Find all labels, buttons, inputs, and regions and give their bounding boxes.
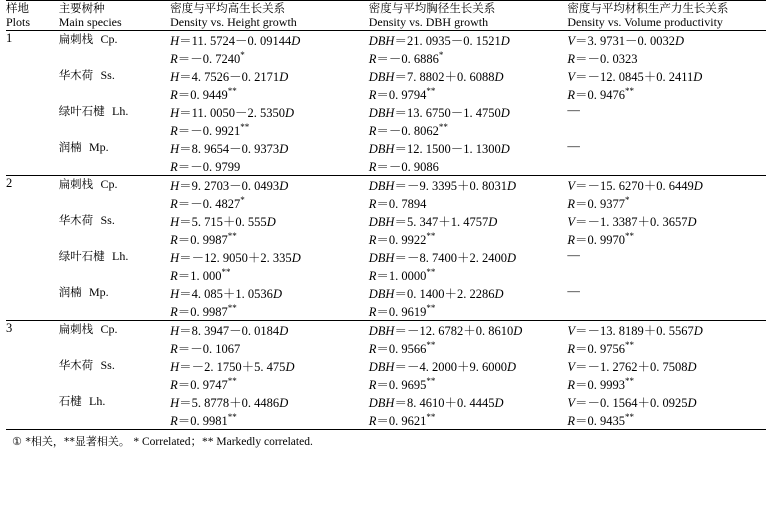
height-correlation: R＝－0. 1067 <box>170 342 241 357</box>
dbh-correlation: R＝0. 7894 <box>368 197 427 212</box>
footnote <box>6 430 766 450</box>
header-volume-en: Density vs. Volume productivity <box>567 15 723 30</box>
volume-equation: V＝－12. 0845＋0. 2411D <box>567 70 703 85</box>
volume-equation: — <box>567 103 580 118</box>
volume-equation: V＝－1. 2762＋0. 7508D <box>567 360 697 375</box>
volume-equation: V＝－0. 1564＋0. 0925D <box>567 396 697 411</box>
volume-correlation: R＝－0. 0323 <box>567 52 638 67</box>
species-name: 扁刺栈 Cp. <box>58 32 118 47</box>
footnote-en: * Correlated；** Markedly correlated. <box>133 436 313 449</box>
volume-correlation: R＝0. 9993** <box>567 376 635 393</box>
species-spacer <box>59 194 170 212</box>
species-spacer <box>59 302 170 321</box>
table-row <box>6 139 766 157</box>
table-row-correlation <box>6 375 766 393</box>
species-spacer <box>59 266 170 284</box>
dbh-equation: DBH＝－12. 6782＋0. 8610D <box>368 324 523 339</box>
height-correlation: R＝0. 9449** <box>170 86 237 103</box>
plot-number: 2 <box>6 176 13 191</box>
volume-equation: — <box>567 284 580 299</box>
volume-correlation <box>567 266 766 284</box>
table-row <box>6 321 766 340</box>
dbh-correlation: R＝0. 9922** <box>368 231 436 248</box>
volume-correlation <box>567 157 766 176</box>
header-dbh-en: Density vs. DBH growth <box>368 15 489 30</box>
height-correlation: R＝－0. 4827* <box>170 195 245 212</box>
species-spacer <box>59 230 170 248</box>
table-row <box>6 67 766 85</box>
dbh-correlation: R＝0. 9794** <box>368 86 436 103</box>
species-name: 华木荷 Ss. <box>58 213 115 228</box>
dbh-equation: DBH＝8. 4610＋0. 4445D <box>368 396 504 411</box>
header-species-en: Main species <box>58 15 122 30</box>
height-equation: H＝9. 2703－0. 0493D <box>170 179 289 194</box>
species-name: 华木荷 Ss. <box>58 358 115 373</box>
height-correlation: R＝－0. 7240* <box>170 50 245 67</box>
species-spacer <box>59 157 170 176</box>
height-correlation: R＝1. 000** <box>170 267 231 284</box>
height-equation: H＝4. 085＋1. 0536D <box>170 287 282 302</box>
height-equation: H＝11. 5724－0. 09144D <box>170 34 301 49</box>
dbh-correlation: R＝0. 9566** <box>368 340 436 357</box>
header-height-cn: 密度与平均高生长关系 <box>170 1 286 15</box>
table-row-correlation <box>6 266 766 284</box>
dbh-correlation: R＝－0. 9086 <box>368 160 439 175</box>
species-name: 润楠 Mp. <box>58 140 109 155</box>
species-name: 绿叶石楗 Lh. <box>58 104 129 119</box>
header-plots-cn: 样地 <box>6 1 29 15</box>
header-row-en <box>6 15 766 31</box>
dbh-correlation: R＝0. 9619** <box>368 303 436 320</box>
table-row <box>6 393 766 411</box>
dbh-equation: DBH＝5. 347＋1. 4757D <box>368 215 498 230</box>
height-equation: H＝5. 8778＋0. 4486D <box>170 396 289 411</box>
dbh-equation: DBH＝－8. 7400＋2. 2400D <box>368 251 516 266</box>
dbh-correlation: R＝0. 9621** <box>368 412 436 429</box>
species-spacer <box>59 375 170 393</box>
height-equation: H＝－12. 9050＋2. 335D <box>170 251 301 266</box>
table-row-correlation <box>6 302 766 321</box>
height-equation: H＝－2. 1750＋5. 475D <box>170 360 295 375</box>
volume-equation: V＝3. 9731－0. 0032D <box>567 34 685 49</box>
volume-equation: V＝－15. 6270＋0. 6449D <box>567 179 703 194</box>
dbh-correlation: R＝0. 9695** <box>368 376 436 393</box>
volume-correlation: R＝0. 9435** <box>567 412 635 429</box>
species-name: 扁刺栈 Cp. <box>58 322 118 337</box>
table-row-correlation <box>6 411 766 430</box>
table-row <box>6 103 766 121</box>
dbh-equation: DBH＝13. 6750－1. 4750D <box>368 106 510 121</box>
species-name: 绿叶石楗 Lh. <box>58 249 129 264</box>
volume-equation: — <box>567 139 580 154</box>
height-correlation: R＝0. 9747** <box>170 376 237 393</box>
height-correlation: R＝－0. 9921** <box>170 122 250 139</box>
footnote-cn: ① *相关，**显著相关。 <box>12 435 130 449</box>
header-dbh-cn: 密度与平均胸径生长关系 <box>368 1 496 15</box>
dbh-equation: DBH＝7. 8802＋0. 6088D <box>368 70 504 85</box>
header-volume-cn: 密度与平均材积生产力生长关系 <box>567 1 729 15</box>
table-row-correlation <box>6 85 766 103</box>
species-spacer <box>59 339 170 357</box>
species-name: 扁刺栈 Cp. <box>58 177 118 192</box>
volume-equation: — <box>567 248 580 263</box>
plot-number: 3 <box>6 321 13 336</box>
table-row <box>6 212 766 230</box>
species-spacer <box>59 85 170 103</box>
height-correlation: R＝－0. 9799 <box>170 160 241 175</box>
dbh-correlation: R＝1. 0000** <box>368 267 436 284</box>
dbh-equation: DBH＝－4. 2000＋9. 6000D <box>368 360 516 375</box>
table-row <box>6 357 766 375</box>
table-row <box>6 176 766 195</box>
species-name: 华木荷 Ss. <box>58 68 115 83</box>
dbh-equation: DBH＝－9. 3395＋0. 8031D <box>368 179 516 194</box>
dbh-correlation: R＝－0. 8062** <box>368 122 448 139</box>
species-name: 石楗 Lh. <box>58 394 106 409</box>
header-row-cn <box>6 1 766 16</box>
table-row-correlation <box>6 49 766 67</box>
height-correlation: R＝0. 9987** <box>170 303 237 320</box>
volume-correlation: R＝0. 9377* <box>567 195 630 212</box>
header-species-cn: 主要树种 <box>58 1 105 15</box>
height-equation: H＝4. 7526－0. 2171D <box>170 70 289 85</box>
volume-correlation: R＝0. 9756** <box>567 340 635 357</box>
height-equation: H＝5. 715＋0. 555D <box>170 215 276 230</box>
dbh-equation: DBH＝21. 0935－0. 1521D <box>368 34 510 49</box>
dbh-correlation: R＝－0. 6886* <box>368 50 444 67</box>
dbh-equation: DBH＝12. 1500－1. 1300D <box>368 142 510 157</box>
table-row-correlation <box>6 157 766 176</box>
header-height-en: Density vs. Height growth <box>170 15 297 30</box>
regression-table <box>6 0 766 430</box>
table-row-correlation <box>6 121 766 139</box>
volume-equation: V＝－1. 3387＋0. 3657D <box>567 215 697 230</box>
table-header <box>6 1 766 31</box>
plot-number: 1 <box>6 31 13 46</box>
height-correlation: R＝0. 9987** <box>170 231 237 248</box>
volume-equation: V＝－13. 8189＋0. 5567D <box>567 324 703 339</box>
table-row <box>6 248 766 266</box>
table-row <box>6 31 766 50</box>
dbh-equation: DBH＝0. 1400＋2. 2286D <box>368 287 504 302</box>
height-correlation: R＝0. 9981** <box>170 412 237 429</box>
volume-correlation: R＝0. 9970** <box>567 231 635 248</box>
height-equation: H＝8. 3947－0. 0184D <box>170 324 289 339</box>
table-row-correlation <box>6 194 766 212</box>
species-spacer <box>59 49 170 67</box>
table-row <box>6 284 766 302</box>
volume-correlation: R＝0. 9476** <box>567 86 635 103</box>
table-row-correlation <box>6 339 766 357</box>
height-equation: H＝11. 0050－2. 5350D <box>170 106 294 121</box>
species-name: 润楠 Mp. <box>58 285 109 300</box>
volume-correlation <box>567 121 766 139</box>
volume-correlation <box>567 302 766 321</box>
table-body <box>6 31 766 431</box>
species-spacer <box>59 121 170 139</box>
header-plots-en: Plots <box>6 15 31 30</box>
species-spacer <box>59 411 170 430</box>
table-row-correlation <box>6 230 766 248</box>
height-equation: H＝8. 9654－0. 9373D <box>170 142 289 157</box>
